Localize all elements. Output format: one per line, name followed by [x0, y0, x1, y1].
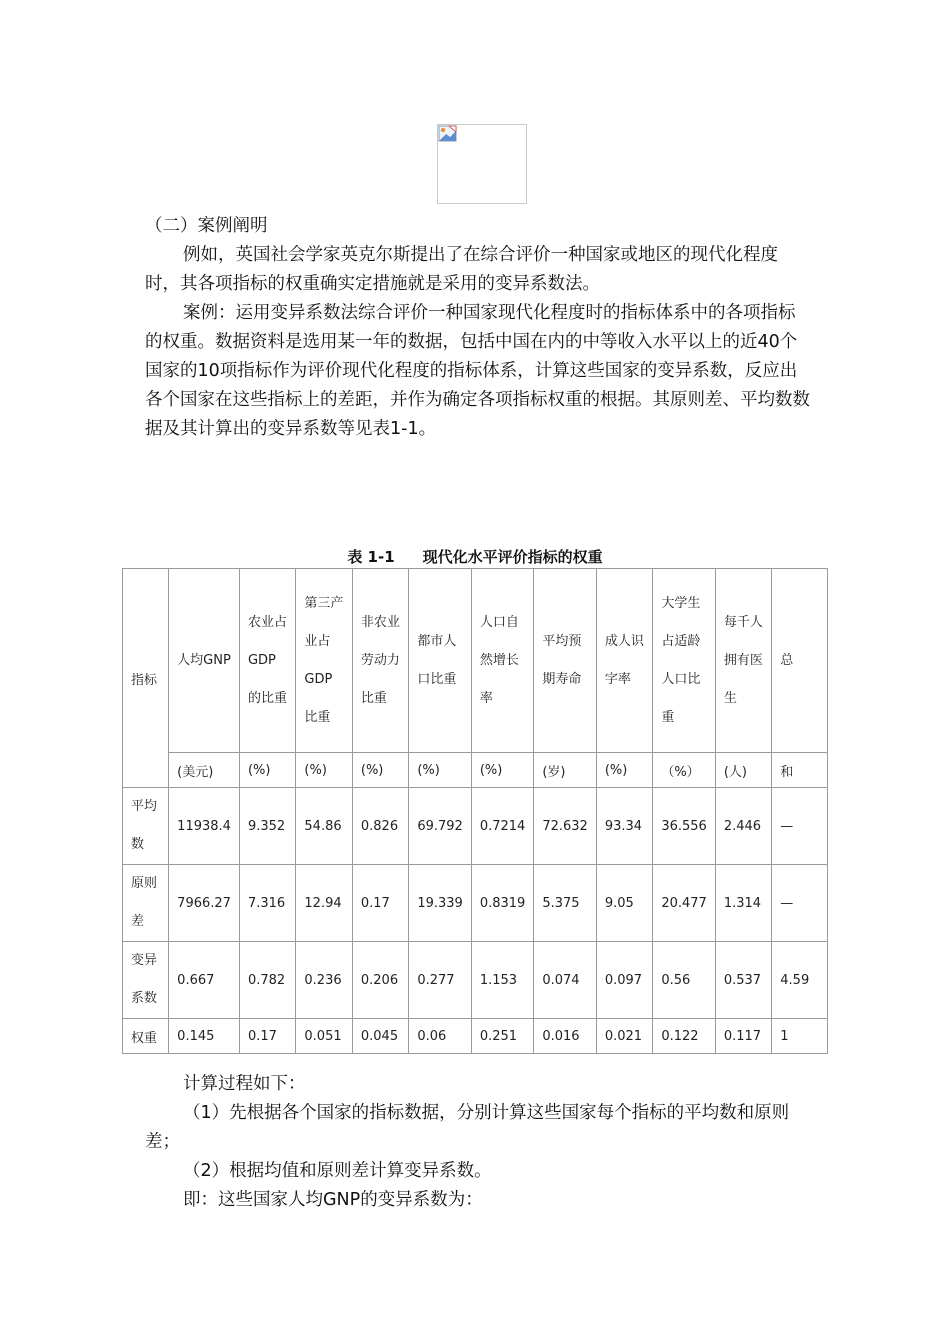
column-header: 总: [772, 569, 828, 753]
row-header-cell: 指标: [123, 569, 169, 788]
table-caption-title: 现代化水平评价指标的权重: [422, 548, 603, 566]
weights-table: [122, 568, 828, 1054]
table-cell: 0.051: [296, 1019, 352, 1054]
table-cell: 69.792: [409, 788, 472, 865]
table-cell: 0.06: [409, 1019, 472, 1054]
row-label: 原则差: [123, 865, 169, 942]
column-header: 每千人拥有医生: [715, 569, 771, 753]
row-label: 权重: [123, 1019, 169, 1054]
table-cell: 1.153: [471, 942, 534, 1019]
table-cell: 4.59: [772, 942, 828, 1019]
table-cell: 7966.27: [169, 865, 240, 942]
table-row: [123, 788, 828, 865]
unit-cell: (%): [596, 753, 652, 788]
column-header: 都市人口比重: [409, 569, 472, 753]
table-cell: 1.314: [715, 865, 771, 942]
calc-step-1: （1）先根据各个国家的指标数据，分别计算这些国家每个指标的平均数和原则差；: [145, 1103, 790, 1152]
table-cell: 72.632: [534, 788, 597, 865]
table-cell: 9.05: [596, 865, 652, 942]
table-caption-number: 表 1-1: [347, 548, 395, 566]
table-cell: 0.17: [352, 865, 408, 942]
table-cell: 0.782: [239, 942, 295, 1019]
image-placeholder: [437, 124, 527, 204]
table-cell: 0.206: [352, 942, 408, 1019]
column-header: 农业占GDP的比重: [239, 569, 295, 753]
table-cell: 0.56: [653, 942, 716, 1019]
table-cell: 0.277: [409, 942, 472, 1019]
section-heading: （二）案例阐明: [145, 216, 268, 236]
table-row: [123, 942, 828, 1019]
table-cell: 20.477: [653, 865, 716, 942]
table-cell: 93.34: [596, 788, 652, 865]
table-cell: 0.537: [715, 942, 771, 1019]
calc-step-2: （2）根据均值和原则差计算变异系数。: [183, 1161, 492, 1181]
table-cell: 0.016: [534, 1019, 597, 1054]
unit-cell: (%): [296, 753, 352, 788]
table-cell: 0.021: [596, 1019, 652, 1054]
table-cell: 0.045: [352, 1019, 408, 1054]
formula-lead: 即：这些国家人均GNP的变异系数为：: [183, 1190, 483, 1210]
table-cell: 7.316: [239, 865, 295, 942]
table-cell: 0.122: [653, 1019, 716, 1054]
calc-intro: 计算过程如下：: [183, 1074, 306, 1094]
column-header: 非农业劳动力比重: [352, 569, 408, 753]
unit-cell: (%): [409, 753, 472, 788]
table-cell: 36.556: [653, 788, 716, 865]
table-header-row: [123, 569, 828, 753]
table-row: [123, 865, 828, 942]
table-cell: 0.667: [169, 942, 240, 1019]
table-cell: 54.86: [296, 788, 352, 865]
table-cell: 0.7214: [471, 788, 534, 865]
table-cell: 0.145: [169, 1019, 240, 1054]
broken-image-icon: [438, 125, 458, 143]
column-header: 平均预期寿命: [534, 569, 597, 753]
table-cell: 5.375: [534, 865, 597, 942]
table-cell: 0.251: [471, 1019, 534, 1054]
table-row: [123, 1019, 828, 1054]
table-cell: 0.826: [352, 788, 408, 865]
unit-cell: (岁): [534, 753, 597, 788]
table-cell: 0.8319: [471, 865, 534, 942]
table-cell: 11938.4: [169, 788, 240, 865]
unit-cell: (%): [471, 753, 534, 788]
table-cell: 9.352: [239, 788, 295, 865]
paragraph-2: 案例：运用变异系数法综合评价一种国家现代化程度时的指标体系中的各项指标的权重。数据资料是选用某一年的数据，包括中国在内的中等收入水平以上的近40个国家的10项指标作为评价现代化程度的指标体系，计算这些国家的变异系数，反应出各个国家在这些指标上的差距，并作为确定各项指标权重的根据。其原则差、平均数数据及其计算出的变异系数等见表1-1。: [145, 303, 810, 439]
unit-cell: （%）: [653, 753, 716, 788]
table-cell: 0.17: [239, 1019, 295, 1054]
row-label: 平均数: [123, 788, 169, 865]
unit-cell: (美元): [169, 753, 240, 788]
column-header: 成人识字率: [596, 569, 652, 753]
unit-cell: (人): [715, 753, 771, 788]
row-label: 变异系数: [123, 942, 169, 1019]
table-cell: 0.097: [596, 942, 652, 1019]
unit-cell: (%): [239, 753, 295, 788]
table-cell: 0.236: [296, 942, 352, 1019]
column-header: 人均GNP: [169, 569, 240, 753]
table-cell: 0.074: [534, 942, 597, 1019]
column-header: 第三产业占GDP比重: [296, 569, 352, 753]
table-cell: 2.446: [715, 788, 771, 865]
table-cell: 0.117: [715, 1019, 771, 1054]
table-cell: 1: [772, 1019, 828, 1054]
unit-cell: (%): [352, 753, 408, 788]
column-header: 大学生占适龄人口比重: [653, 569, 716, 753]
table-cell: 19.339: [409, 865, 472, 942]
column-header: 人口自然增长率: [471, 569, 534, 753]
table-cell: —: [772, 788, 828, 865]
unit-cell: 和: [772, 753, 828, 788]
table-caption: [122, 546, 828, 567]
paragraph-1: 例如，英国社会学家英克尔斯提出了在综合评价一种国家或地区的现代化程度时，其各项指标的权重确实定措施就是采用的变异系数法。: [145, 245, 778, 294]
table-cell: 12.94: [296, 865, 352, 942]
table-unit-row: [123, 753, 828, 788]
table-cell: —: [772, 865, 828, 942]
